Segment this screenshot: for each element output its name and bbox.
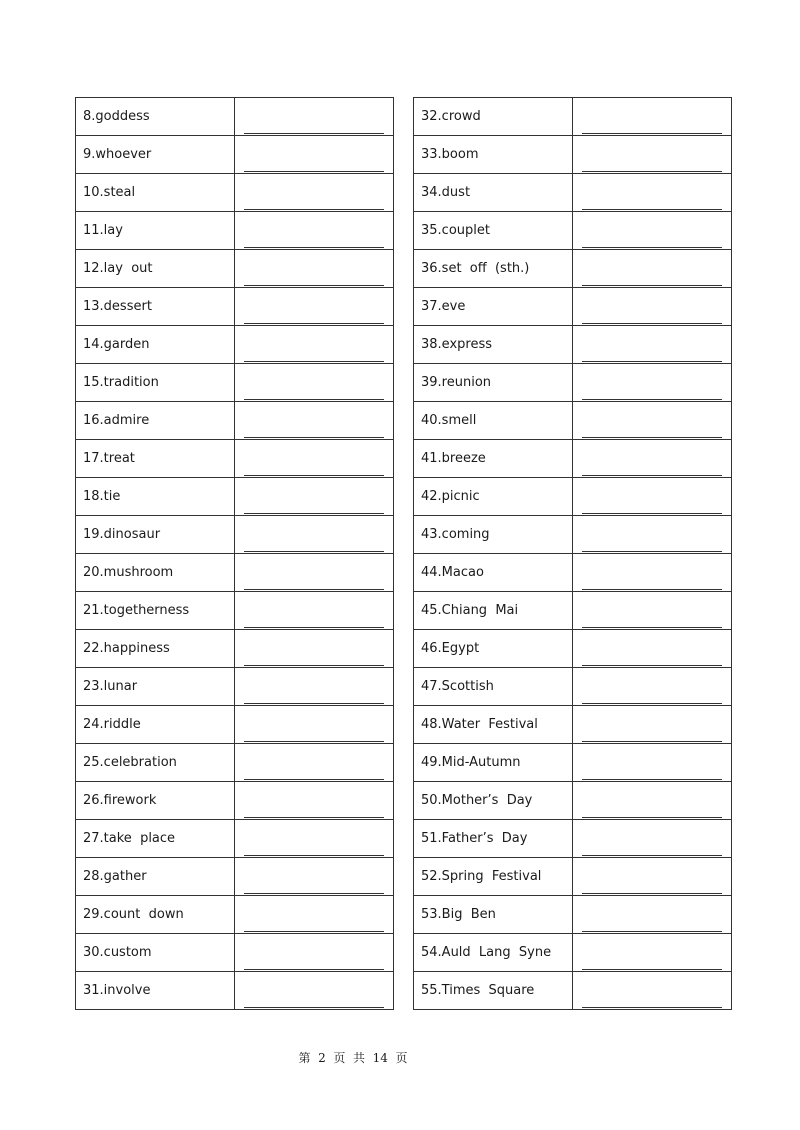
vocab-term: 47.Scottish bbox=[414, 668, 573, 706]
answer-blank-line bbox=[582, 589, 722, 590]
answer-blank-line bbox=[582, 399, 722, 400]
table-row bbox=[76, 288, 394, 326]
table-row bbox=[76, 174, 394, 212]
table-row bbox=[76, 592, 394, 630]
vocab-term: 50.Mother’s Day bbox=[414, 782, 573, 820]
answer-cell[interactable] bbox=[573, 896, 732, 934]
answer-cell[interactable] bbox=[235, 972, 394, 1010]
answer-blank-line bbox=[582, 209, 722, 210]
vocab-term: 8.goddess bbox=[76, 98, 235, 136]
table-row bbox=[76, 554, 394, 592]
vocab-term: 11.lay bbox=[76, 212, 235, 250]
table-row bbox=[76, 972, 394, 1010]
vocab-term: 24.riddle bbox=[76, 706, 235, 744]
table-row bbox=[76, 212, 394, 250]
answer-cell[interactable] bbox=[235, 706, 394, 744]
table-row bbox=[414, 364, 732, 402]
answer-cell[interactable] bbox=[235, 174, 394, 212]
answer-blank-line bbox=[244, 779, 384, 780]
answer-cell[interactable] bbox=[235, 858, 394, 896]
vocab-table-right-body bbox=[414, 98, 732, 1010]
table-row bbox=[76, 326, 394, 364]
table-row bbox=[414, 478, 732, 516]
vocab-term: 33.boom bbox=[414, 136, 573, 174]
answer-blank-line bbox=[582, 133, 722, 134]
answer-cell[interactable] bbox=[573, 516, 732, 554]
answer-blank-line bbox=[244, 171, 384, 172]
table-row bbox=[414, 592, 732, 630]
table-row bbox=[76, 896, 394, 934]
table-row bbox=[414, 972, 732, 1010]
answer-cell[interactable] bbox=[573, 98, 732, 136]
answer-cell[interactable] bbox=[573, 858, 732, 896]
answer-blank-line bbox=[244, 475, 384, 476]
vocab-term: 51.Father’s Day bbox=[414, 820, 573, 858]
table-row bbox=[414, 174, 732, 212]
vocab-term: 52.Spring Festival bbox=[414, 858, 573, 896]
answer-blank-line bbox=[244, 551, 384, 552]
vocab-term: 27.take place bbox=[76, 820, 235, 858]
answer-blank-line bbox=[244, 855, 384, 856]
vocab-term: 26.firework bbox=[76, 782, 235, 820]
vocab-term: 13.dessert bbox=[76, 288, 235, 326]
table-row bbox=[76, 744, 394, 782]
vocab-term: 12.lay out bbox=[76, 250, 235, 288]
answer-blank-line bbox=[244, 133, 384, 134]
vocab-term: 53.Big Ben bbox=[414, 896, 573, 934]
vocab-term: 20.mushroom bbox=[76, 554, 235, 592]
answer-cell[interactable] bbox=[235, 250, 394, 288]
table-row bbox=[414, 98, 732, 136]
answer-blank-line bbox=[582, 247, 722, 248]
answer-cell[interactable] bbox=[573, 554, 732, 592]
table-row bbox=[76, 478, 394, 516]
answer-cell[interactable] bbox=[573, 706, 732, 744]
answer-cell[interactable] bbox=[573, 288, 732, 326]
answer-blank-line bbox=[244, 209, 384, 210]
answer-blank-line bbox=[582, 551, 722, 552]
table-row bbox=[76, 934, 394, 972]
vocab-term: 30.custom bbox=[76, 934, 235, 972]
answer-blank-line bbox=[244, 817, 384, 818]
vocab-term: 37.eve bbox=[414, 288, 573, 326]
vocab-term: 45.Chiang Mai bbox=[414, 592, 573, 630]
vocab-table-right bbox=[413, 97, 732, 1010]
answer-cell[interactable] bbox=[573, 250, 732, 288]
table-row bbox=[76, 630, 394, 668]
answer-blank-line bbox=[244, 399, 384, 400]
vocab-term: 49.Mid-Autumn bbox=[414, 744, 573, 782]
table-row bbox=[76, 364, 394, 402]
answer-cell[interactable] bbox=[235, 402, 394, 440]
answer-blank-line bbox=[582, 969, 722, 970]
vocab-term: 25.celebration bbox=[76, 744, 235, 782]
table-row bbox=[414, 706, 732, 744]
answer-cell[interactable] bbox=[573, 174, 732, 212]
vocab-term: 46.Egypt bbox=[414, 630, 573, 668]
table-row bbox=[414, 288, 732, 326]
table-row bbox=[414, 212, 732, 250]
vocab-term: 21.togetherness bbox=[76, 592, 235, 630]
answer-blank-line bbox=[582, 855, 722, 856]
vocab-term: 38.express bbox=[414, 326, 573, 364]
answer-cell[interactable] bbox=[573, 744, 732, 782]
answer-cell[interactable] bbox=[573, 440, 732, 478]
table-row bbox=[414, 250, 732, 288]
answer-cell[interactable] bbox=[235, 554, 394, 592]
answer-blank-line bbox=[582, 893, 722, 894]
vocab-term: 16.admire bbox=[76, 402, 235, 440]
answer-cell[interactable] bbox=[235, 934, 394, 972]
answer-cell[interactable] bbox=[573, 630, 732, 668]
vocab-table-left bbox=[75, 97, 394, 1010]
vocab-term: 10.steal bbox=[76, 174, 235, 212]
table-row bbox=[414, 782, 732, 820]
answer-blank-line bbox=[582, 665, 722, 666]
answer-blank-line bbox=[244, 741, 384, 742]
answer-cell[interactable] bbox=[573, 934, 732, 972]
vocab-term: 29.count down bbox=[76, 896, 235, 934]
vocab-term: 31.involve bbox=[76, 972, 235, 1010]
table-row bbox=[414, 402, 732, 440]
table-row bbox=[414, 934, 732, 972]
answer-cell[interactable] bbox=[573, 402, 732, 440]
table-row bbox=[414, 668, 732, 706]
answer-blank-line bbox=[244, 437, 384, 438]
answer-cell[interactable] bbox=[235, 212, 394, 250]
answer-blank-line bbox=[582, 931, 722, 932]
vocab-term: 17.treat bbox=[76, 440, 235, 478]
table-row bbox=[76, 706, 394, 744]
answer-blank-line bbox=[244, 285, 384, 286]
answer-cell[interactable] bbox=[235, 820, 394, 858]
answer-blank-line bbox=[244, 323, 384, 324]
answer-blank-line bbox=[582, 475, 722, 476]
answer-cell[interactable] bbox=[573, 364, 732, 402]
table-row bbox=[414, 440, 732, 478]
table-row bbox=[76, 782, 394, 820]
vocab-term: 23.lunar bbox=[76, 668, 235, 706]
answer-cell[interactable] bbox=[573, 592, 732, 630]
table-row bbox=[414, 136, 732, 174]
answer-cell[interactable] bbox=[235, 744, 394, 782]
vocab-term: 34.dust bbox=[414, 174, 573, 212]
answer-cell[interactable] bbox=[235, 98, 394, 136]
answer-blank-line bbox=[582, 627, 722, 628]
answer-blank-line bbox=[244, 893, 384, 894]
vocab-term: 32.crowd bbox=[414, 98, 573, 136]
vocab-term: 54.Auld Lang Syne bbox=[414, 934, 573, 972]
answer-blank-line bbox=[582, 779, 722, 780]
answer-cell[interactable] bbox=[573, 326, 732, 364]
table-row bbox=[414, 896, 732, 934]
answer-blank-line bbox=[244, 513, 384, 514]
table-row bbox=[414, 516, 732, 554]
answer-cell[interactable] bbox=[573, 782, 732, 820]
table-row bbox=[76, 440, 394, 478]
answer-cell[interactable] bbox=[235, 288, 394, 326]
answer-cell[interactable] bbox=[235, 478, 394, 516]
answer-blank-line bbox=[582, 323, 722, 324]
vocab-term: 43.coming bbox=[414, 516, 573, 554]
vocab-term: 22.happiness bbox=[76, 630, 235, 668]
answer-blank-line bbox=[244, 589, 384, 590]
answer-cell[interactable] bbox=[235, 668, 394, 706]
vocab-term: 48.Water Festival bbox=[414, 706, 573, 744]
vocab-term: 55.Times Square bbox=[414, 972, 573, 1010]
answer-blank-line bbox=[582, 171, 722, 172]
vocab-term: 15.tradition bbox=[76, 364, 235, 402]
answer-cell[interactable] bbox=[235, 440, 394, 478]
answer-blank-line bbox=[244, 247, 384, 248]
answer-blank-line bbox=[582, 285, 722, 286]
answer-cell[interactable] bbox=[573, 972, 732, 1010]
vocab-term: 41.breeze bbox=[414, 440, 573, 478]
vocab-table-left-body bbox=[76, 98, 394, 1010]
answer-blank-line bbox=[244, 1007, 384, 1008]
table-row bbox=[76, 136, 394, 174]
vocab-term: 42.picnic bbox=[414, 478, 573, 516]
table-row bbox=[76, 516, 394, 554]
vocab-term: 19.dinosaur bbox=[76, 516, 235, 554]
answer-cell[interactable] bbox=[235, 896, 394, 934]
table-row bbox=[414, 744, 732, 782]
table-row bbox=[414, 820, 732, 858]
table-row bbox=[414, 630, 732, 668]
table-row bbox=[76, 402, 394, 440]
vocab-term: 36.set off (sth.) bbox=[414, 250, 573, 288]
answer-cell[interactable] bbox=[573, 478, 732, 516]
answer-blank-line bbox=[244, 361, 384, 362]
answer-blank-line bbox=[582, 437, 722, 438]
table-row bbox=[76, 858, 394, 896]
answer-blank-line bbox=[582, 817, 722, 818]
vocab-term: 9.whoever bbox=[76, 136, 235, 174]
vocab-term: 28.gather bbox=[76, 858, 235, 896]
answer-cell[interactable] bbox=[235, 516, 394, 554]
vocab-term: 44.Macao bbox=[414, 554, 573, 592]
answer-blank-line bbox=[582, 513, 722, 514]
vocab-term: 35.couplet bbox=[414, 212, 573, 250]
answer-blank-line bbox=[582, 703, 722, 704]
answer-cell[interactable] bbox=[573, 136, 732, 174]
vocab-term: 14.garden bbox=[76, 326, 235, 364]
answer-cell[interactable] bbox=[573, 820, 732, 858]
answer-blank-line bbox=[582, 1007, 722, 1008]
answer-blank-line bbox=[244, 969, 384, 970]
answer-cell[interactable] bbox=[235, 782, 394, 820]
table-row bbox=[414, 326, 732, 364]
table-row bbox=[414, 554, 732, 592]
answer-cell[interactable] bbox=[573, 668, 732, 706]
table-row bbox=[76, 98, 394, 136]
vocab-term: 39.reunion bbox=[414, 364, 573, 402]
answer-cell[interactable] bbox=[573, 212, 732, 250]
vocab-term: 40.smell bbox=[414, 402, 573, 440]
answer-cell[interactable] bbox=[235, 592, 394, 630]
answer-blank-line bbox=[582, 361, 722, 362]
vocab-term: 18.tie bbox=[76, 478, 235, 516]
answer-cell[interactable] bbox=[235, 136, 394, 174]
answer-cell[interactable] bbox=[235, 364, 394, 402]
answer-cell[interactable] bbox=[235, 326, 394, 364]
table-row bbox=[76, 250, 394, 288]
page-number-footer: 第 2 页 共 14 页 bbox=[298, 1051, 408, 1065]
answer-blank-line bbox=[244, 627, 384, 628]
table-row bbox=[414, 858, 732, 896]
answer-blank-line bbox=[582, 741, 722, 742]
answer-blank-line bbox=[244, 703, 384, 704]
table-row bbox=[76, 668, 394, 706]
answer-blank-line bbox=[244, 931, 384, 932]
answer-cell[interactable] bbox=[235, 630, 394, 668]
table-row bbox=[76, 820, 394, 858]
answer-blank-line bbox=[244, 665, 384, 666]
